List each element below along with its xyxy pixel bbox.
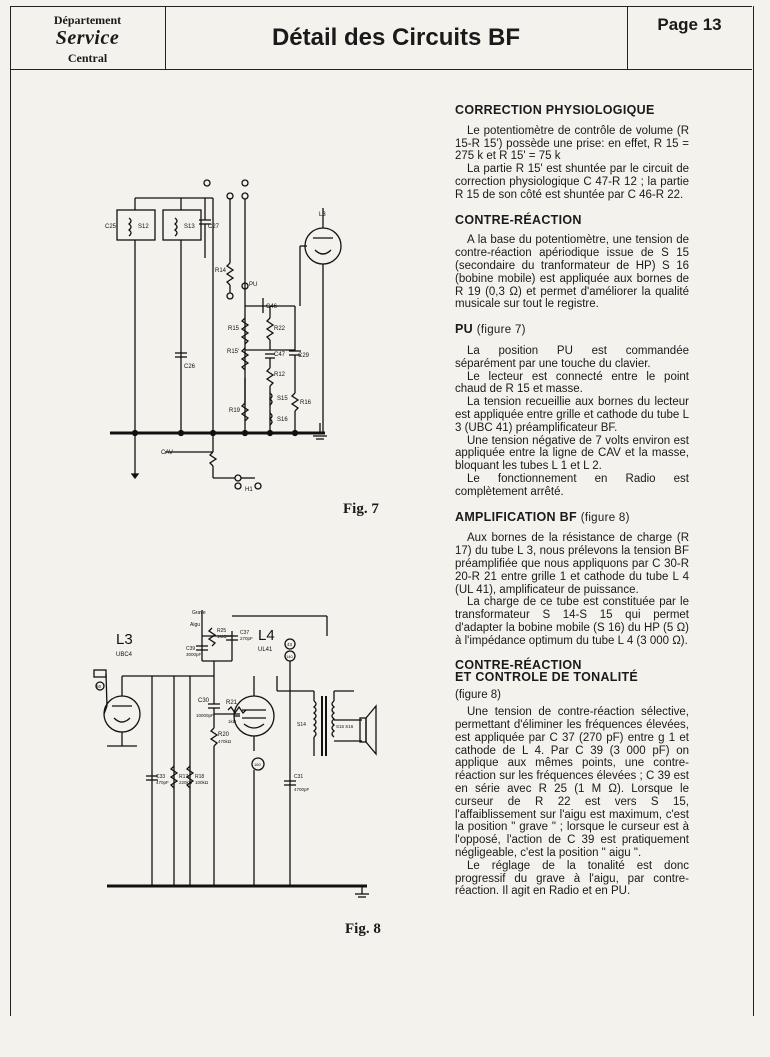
fig8-label-l4-type: UL41 [258,647,273,653]
fig8-label-s15-s16: S15 S16 [336,724,354,729]
figure-7-schematic [95,168,345,498]
fig7-label-cav: CAV [161,450,173,456]
paragraph: Le lecteur est connecté entre le point chaud de R 15 et masse. [455,370,689,396]
fig7-pu-switch [210,452,216,466]
fig8-speaker-coil [360,718,366,742]
fig8-label-c31: C31 [294,774,304,780]
fig8-label-grave: Grave [192,610,206,616]
fig7-r22 [267,318,273,340]
fig8-value-c30: 10000pF [196,713,214,718]
paragraph: La partie R 15' est shuntée par le circuit de correction physiologique C 47-R 12 ; la partie R 15 de son côté est shuntée par C 46-R 22. [455,163,689,201]
fig7-s12-box [117,210,155,240]
fig7-label-l3: L3 [319,212,326,218]
section-subtitle: (figure 8) [580,511,630,524]
fig8-s14 [314,701,316,737]
section-title: AMPLIFICATION BF [455,509,577,524]
fig8-label-c33: C33 [156,774,166,780]
fig7-terminal-c [242,180,248,186]
fig7-label-s13: S13 [184,224,195,230]
fig7-label-c46: C46 [266,304,278,310]
section-title: PU [455,322,473,337]
fig7-label-r16: R16 [300,400,312,406]
fig7-label-c29: C29 [298,353,310,359]
section-pu [455,323,689,498]
page-header [10,6,752,70]
fig8-r20 [211,728,217,746]
fig8-value-r25: 1MΩ [217,634,227,639]
paragraph: A la base du potentiomètre, une tension de contre-réaction apériodique issue de S 15 (secondaire du tranformateur de HP) S 16 (bobine mobile) est appliquée aux bornes de R 19 (0,3 Ω) et permet d'améliorer la qualité musicale sur tout le registre. [455,234,689,311]
section-subtitle: (figure 7) [476,324,526,337]
fig8-label-c37: C37 [240,630,250,636]
fig8-tube-l3 [104,696,140,732]
section-title: CONTRE-RÉACTION [455,212,582,227]
fig8-label-r20: R20 [218,732,230,738]
fig8-s15 [332,701,334,737]
fig8-value-r21: 1kΩ [228,719,237,724]
fig8-label-c30: C30 [198,698,210,704]
fig8-r25 [209,628,215,646]
fig8-value-c33: 470pF [156,780,169,785]
paragraph: Aux bornes de la résistance de charge (R 17) du tube L 3, nous prélevons la tension BF préamplifiée que nous appliquons par C 30-R 20-R 21 entre grille 1 et cathode du tube L 4 (UL 41), amplificateur de puissance. [455,532,689,596]
figure-8-schematic [92,606,382,906]
page-number: Page 13 [657,15,722,34]
fig7-label-r22: R22 [274,326,286,332]
fig7-label-s12: S12 [138,224,149,230]
fig8-badge-160-text: 160 [254,762,261,767]
section-amplification-bf [455,511,689,648]
fig8-value-r18: 100kΩ [195,780,209,785]
fig7-r14 [227,263,233,285]
paragraph: La tension recueillie aux bornes du lecteur est appliquée entre grille et cathode du tube L 3 (UBC 41) préamplificateur BF. [455,396,689,434]
fig7-label-s15: S15 [277,396,288,402]
fig8-input-box [94,670,106,677]
fig8-label-r17: R17 [179,774,189,780]
paragraph: Le potentiomètre de contrôle de volume (R 15-R 15') possède une prise: en effet, R 15 = 275 k et R 15' = 75 k [455,124,689,163]
section-title-line2: ET CONTROLE DE TONALITÉ [455,670,639,685]
fig8-label-r25: R25 [217,628,227,634]
section-controle-tonalite [455,659,689,898]
fig7-label-h1: H1 [245,487,253,493]
section-title-row [455,323,689,337]
paragraph: Le fonctionnement en Radio est complètement arrêté. [455,472,689,498]
figure-7-label: Fig. 7 [343,501,379,517]
department-label: Département [53,13,122,27]
fig8-label-r21: R21 [226,700,238,706]
fig7-label-c27: C27 [208,224,220,230]
fig8-label-l3: L3 [116,631,133,648]
fig7-label-r19: R19 [229,408,241,414]
fig7-tube-l3 [305,228,341,264]
fig8-input-label: 60 [96,684,102,689]
service-label: Service [55,27,120,49]
section-correction-physiologique [455,104,689,202]
page-title: Détail des Circuits BF [165,7,628,69]
fig8-value-c31: 4700pF [294,787,310,792]
section-title-row [455,511,689,525]
fig7-r12 [267,368,273,386]
paragraph: La charge de ce tube est constituée par le transformateur S 14-S 15 qui permet d'adapter la bobine mobile (S 16) du HP (5 Ω) à l'impédance optimum du tube L 4 (3 000 Ω). [455,596,689,647]
fig7-label-c26: C26 [184,364,196,370]
fig7-s13-box [163,210,201,240]
fig7-label-r15p: R15' [227,349,240,355]
fig7-label-pu: PU [249,282,258,288]
fig8-label-l4: L4 [258,627,275,644]
department-block [10,7,166,69]
fig7-r16 [292,393,298,411]
fig7-label-r15: R15 [228,326,240,332]
fig7-label-c47: C47 [274,352,286,358]
paragraph: Une tension de contre-réaction sélective, permettant d'éliminer les fréquences élevées, est appliquée par C 37 (270 pF) entre g 1 et cathode de L 4. Par C 39 (3 000 pF) on applique aux mêmes points, une contre-réaction sur les fréquences élevées ; C 39 est en série avec R 25 (1 M Ω). Lorsque le curseur de R 22 est vers S 15, l'affaiblissement sur l'aigu est maximum, c'est la position " grave " ; lorsque le curseur est à l'opposé, l'action de C 39 est pratiquement négligeable, c'est la position " aigu ". [455,706,689,860]
fig8-label-c39: C39 [186,646,196,652]
fig7-terminal-d [204,180,210,186]
paragraph: Le réglage de la tonalité est donc progressif du grave à l'aigu, par contre-réaction. Il agit en Radio et en PU. [455,859,689,898]
section-title: CORRECTION PHYSIOLOGIQUE [455,103,655,117]
fig8-value-c39: 3000pF [186,652,202,657]
fig7-label-r14: R14 [215,268,227,274]
fig7-label-s16: S16 [277,417,288,423]
figure-8-label: Fig. 8 [345,921,381,937]
fig8-label-s14: S14 [297,722,306,728]
fig8-label-r18: R18 [195,774,205,780]
section-subtitle: (figure 8) [455,689,502,702]
section-title-row [455,659,689,683]
section-title: CONTRE-RÉACTION [455,658,582,673]
fig7-label-r12: R12 [274,372,286,378]
fig8-label-l3-type: UBC4 [116,652,133,658]
fig8-badge-140-text: 140 [286,654,293,659]
section-contre-reaction [455,214,689,312]
paragraph: Une tension négative de 7 volts environ est appliquée entre la ligne de CAV et la masse, bloquant les tubes L 1 et L 2. [455,434,689,473]
fig8-label-aigu: Aigu [190,622,201,628]
central-label: Central [67,51,108,65]
fig8-badge-43-text: 43 [287,642,293,647]
fig7-terminal-b [242,193,248,199]
paragraph: La position PU est commandée séparément par une touche du clavier. [455,344,689,370]
text-column [455,104,689,898]
fig8-speaker-icon [366,706,376,754]
fig8-value-c37: 270pF [240,636,253,641]
fig8-value-r17: 220kΩ [179,780,193,785]
fig7-label-c25: C25 [105,224,117,230]
fig8-value-r20: 470kΩ [218,739,232,744]
